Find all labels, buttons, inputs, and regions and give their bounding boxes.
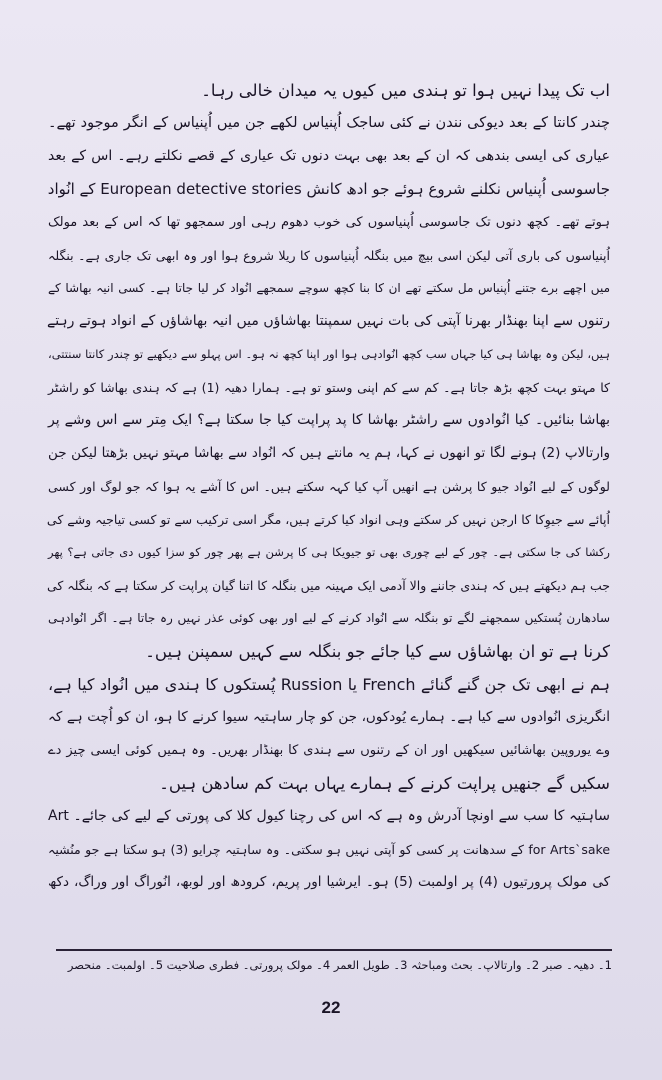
text-line: چندر کانتا کے بعد دیوکی نندن نے کئی ساجک اُپنیاس لکھے جن میں اُپنیاس کے انگر موجود تھے۔ (48, 115, 610, 131)
text-line: بھاشا بنائیں۔ کیا انُوادوں سے راشٹر بھاشا کا پد پراپت کیا جا سکتا ہے؟ ایک مِتر سے اس وشے پر (48, 412, 610, 428)
text-line: میں اچھے برے جتنے اُپنیاس مل سکتے تھے ان کا بنا کچھ سوچے سمجھے انُواد کر لیا جاتا ہے۔ کسی انیہ بھاشا کے (48, 281, 610, 295)
footnotes: 1۔ دھیہ۔ صبر 2۔ وارتالاپ۔ بحث ومباحثہ 3۔ طویل العمر 4۔ مولک پرورتی۔ فطری صلاحیت 5۔ اولمبت۔ منحصر (67, 958, 612, 972)
text-line: اب تک پیدا نہیں ہوا تو ہندی میں کیوں یہ میدان خالی رہا۔ (201, 81, 610, 100)
text-line: جاسوسی اُپنیاس نکلنے شروع ہوئے جو ادھ کانش European detective stories کے انُواد (47, 180, 610, 198)
text-line: رکشا کی جا سکتی ہے۔ چور کے لیے چوری بھی تو جیویکا ہی کا پرشن ہے پھر چور کو سزا کیوں دی جاتی ہے؟ پھر (48, 545, 610, 559)
text-line: سکیں گے جنھیں پراپت کرنے کے ہمارے یہاں بہت کم سادھن ہیں۔ (159, 774, 610, 793)
text-line: اُپنیاسوں کی باری آتی لیکن اسی بیچ میں بنگلہ اُپنیاسوں کا ریلا شروع ہوا اور وہ ابھی تک جاری ہے۔ بنگلہ (48, 248, 610, 263)
text-line: کی مولک پرورتیوں (4) پر اولمبت (5) ہو۔ ایرشیا اور پریم، کرودھ اور لوبھ، انُوراگ اور وراگ، دکھ (48, 874, 610, 890)
text-line: اُپائے سے جیوِکا کا ارجن نہیں کر سکتے وہی انواد کیا کرتے ہیں، مگر اسی ترکیب سے تو کسی تیاجیہ وشے کی (46, 512, 610, 527)
text-line: ہم نے ابھی تک جن گنے گنائے French یا Russion پُستکوں کا ہندی میں انُواد کیا ہے، (48, 675, 611, 694)
footnote-divider (56, 949, 612, 951)
text-line: وے یوروپین بھاشائیں سیکھیں اور ان کے رتنوں سے ہندی کا بھنڈار بھریں۔ وہ ہمیں کوئی ایسی چیز دے (48, 743, 610, 758)
text-line: انگریزی انُوادوں سے کیا ہے۔ ہمارے یُودکوں، جن کو چار ساہتیہ سیوا کرنے کا ہو، ان کو اُچت ہے کہ (48, 709, 610, 725)
text-line: کرنا ہے تو ان بھاشاؤں سے کیا جائے جو بنگلہ سے کہیں سمپنن ہیں۔ (145, 642, 610, 661)
page-number: 22 (321, 998, 341, 1017)
text-line: for Arts`sake کے سدھانت پر کسی کو آپتی نہیں ہو سکتی۔ وہ ساہتیہ چرایو (3) ہو سکتا ہے جو منُشیہ (48, 842, 611, 857)
text-line: کا مہتو بہت کچھ بڑھ جاتا ہے۔ کم سے کم اپنی وستو تو ہے۔ ہمارا دھیہ (1) ہے کہ ہندی بھاشا کو راشٹر (48, 380, 610, 395)
text-line: ہوتے تھے۔ کچھ دنوں تک جاسوسی اُپنیاسوں کی خوب دھوم رہی اور سمجھو تھا کہ اس کے بعد مولک (48, 215, 610, 230)
text-line: وارتالاپ (2) ہونے لگا تو انھوں نے کہا، ہم یہ مانتے ہیں کہ انُواد سے بھاشا مہتو نہیں بڑھتا لیکن جن (48, 445, 610, 461)
text-line: رتنوں سے اپنا بھنڈار بھرنا آپتی کی بات نہیں سمپنتا بھاشاؤں میں انیہ بھاشاؤں کے انواد ہوتے رہتے (46, 313, 610, 329)
text-line: لوگوں کے لیے انُواد جیو کا پرشن ہے انھیں آپ کیا کہہ سکتے ہیں۔ اس کا آشے یہ ہوا کہ جو لوگ اور کسی (48, 479, 610, 494)
text-line: ساہتیہ کا سب سے اونچا آدرش وہ ہے کہ اس کی رچنا کیول کلا کی پورتی کے لیے کی جائے۔ Art (48, 808, 610, 824)
text-line: جب ہم دیکھتے ہیں کہ ہندی جاننے والا آدمی ایک مہینہ میں بنگلہ کا اتنا گیان پراپت کر سکتا ہے کہ بنگلہ کی (46, 578, 610, 593)
text-line: سادھارن پُستکیں سمجھنے لگے تو بنگلہ سے انُواد کرنے کے لیے اور بھی کوئی عذر نہیں رہ جاتا ہے۔ اگر انُوادہی (48, 611, 610, 625)
text-line: ہیں، لیکن وہ بھاشا ہی کیا جہاں سب کچھ انُوادہی ہوا اور اپنا کچھ نہ ہو۔ اس پہلو سے دیکھیے تو چندر کانتا سنتتی، (48, 347, 610, 361)
text-line: عیاری کی ایسی بندھی کہ ان کے بعد بھی بہت دنوں تک عیاری کے قصے نکلتے رہے۔ اس کے بعد (48, 148, 610, 164)
body-text (48, 74, 610, 899)
